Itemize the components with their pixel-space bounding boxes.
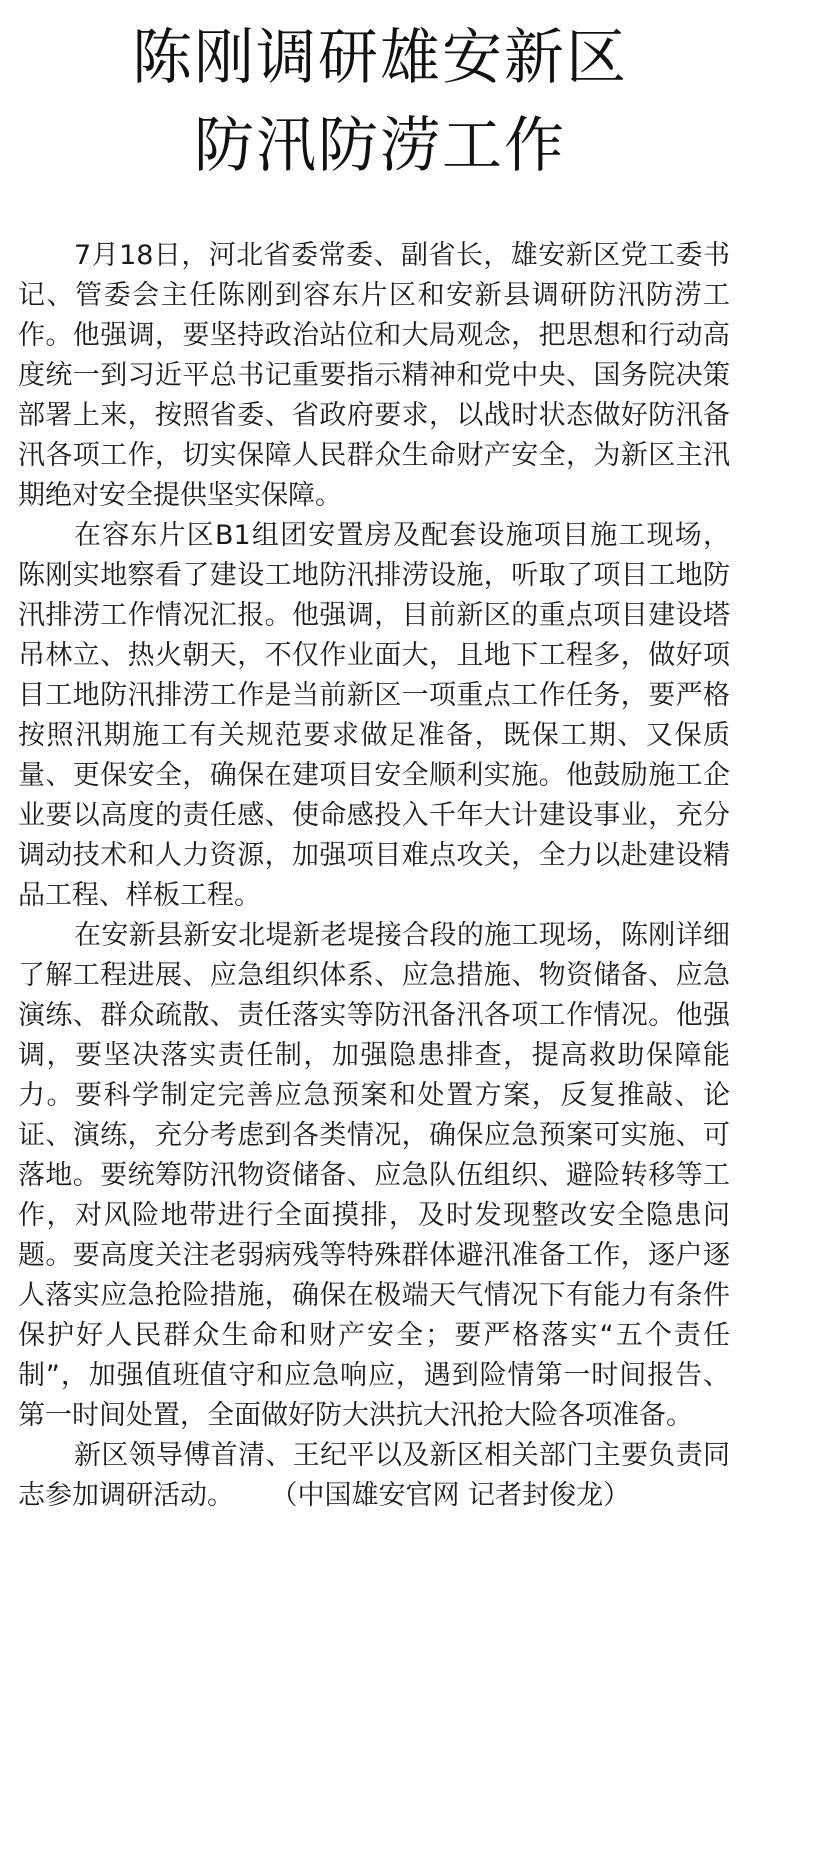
headline-line-1: 陈刚调研雄安新区 [132,23,628,93]
article-body [18,236,730,1516]
paragraph-3: 在安新县新安北堤新老堤接合段的施工现场，陈刚详细了解工程进展、应急组织体系、应急措施、物资储备、应急演练、群众疏散、责任落实等防汛备汛各项工作情况。他强调，要坚决落实责任制，加强隐患排查，提高救助保障能力。要科学制定完善应急预案和处置方案，反复推敲、论证、演练，充分考虑到各类情况，确保应急预案可实施、可落地。要统筹防汛物资储备、应急队伍组织、避险转移等工作，对风险地带进行全面摸排，及时发现整改安全隐患问题。要高度关注老弱病残等特殊群体避汛准备工作，逐户逐人落实应急抢险措施，确保在极端天气情况下有能力有条件保护好人民群众生命和财产安全；要严格落实“五个责任制”，加强值班值守和应急响应，遇到险情第一时间报告、第一时间处置，全面做好防大洪抗大汛抢大险各项准备。 [18,920,730,1431]
paragraph-1: 7月18日，河北省委常委、副省长，雄安新区党工委书记、管委会主任陈刚到容东片区和安新县调研防汛防涝工作。他强调，要坚持政治站位和大局观念，把思想和行动高度统一到习近平总书记重要指示精神和党中央、国务院决策部署上来，按照省委、省政府要求，以战时状态做好防汛备汛各项工作，切实保障人民群众生命财产安全，为新区主汛期绝对安全提供坚实保障。 [18,240,730,511]
paragraph-4-text: 新区领导傅首清、王纪平以及新区相关部门主要负责同志参加调研活动。 [18,1440,730,1511]
reporter-credit: （中国雄安官网 记者封俊龙） [284,1480,631,1511]
headline-line-2: 防汛防涝工作 [194,111,566,181]
article-headline [0,14,760,190]
paragraph-2: 在容东片区B1组团安置房及配套设施项目施工现场，陈刚实地察看了建设工地防汛排涝设施，听取了项目工地防汛排涝工作情况汇报。他强调，目前新区的重点项目建设塔吊林立、热火朝天，不仅作业面大，且地下工程多，做好项目工地防汛排涝工作是当前新区一项重点工作任务，要严格按照汛期施工有关规范要求做足准备，既保工期、又保质量、更保安全，确保在建项目安全顺利实施。他鼓励施工企业要以高度的责任感、使命感投入千年大计建设事业，充分调动技术和人力资源，加强项目难点攻关，全力以赴建设精品工程、样板工程。 [18,520,730,911]
paragraph-4 [18,1436,730,1516]
